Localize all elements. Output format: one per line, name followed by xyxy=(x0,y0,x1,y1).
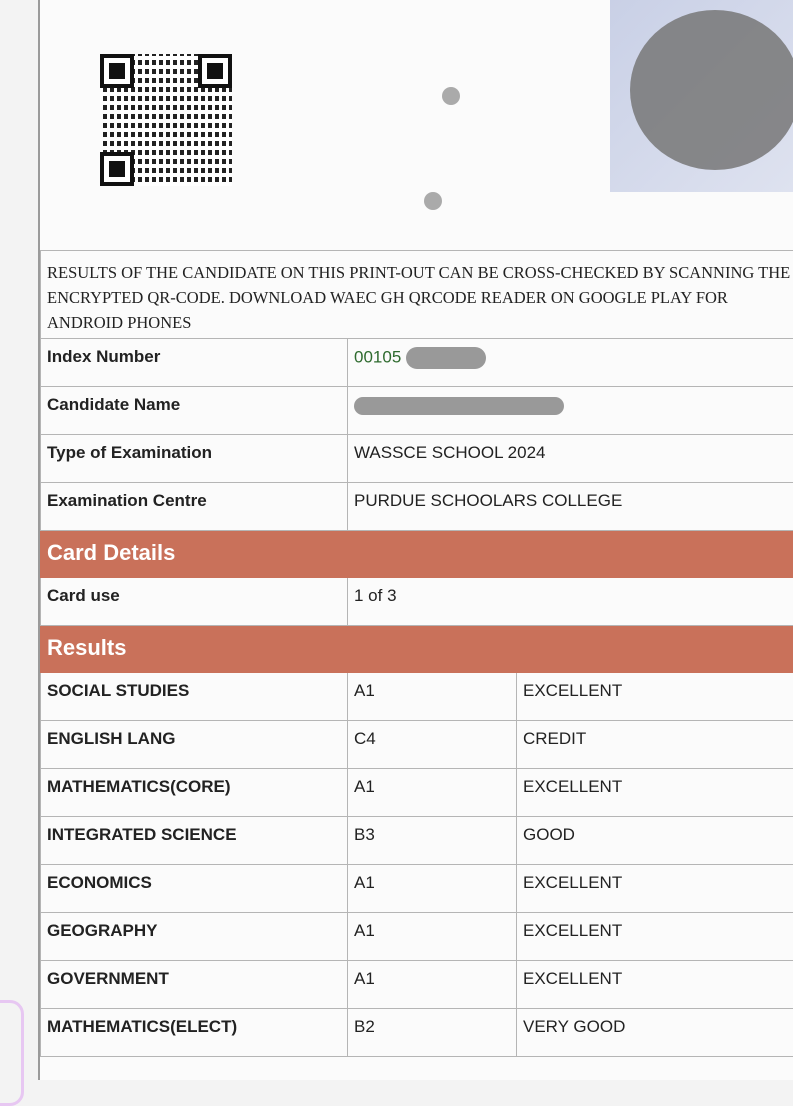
result-slip xyxy=(38,0,793,1080)
grade: B3 xyxy=(348,817,517,865)
subject: GEOGRAPHY xyxy=(41,913,348,961)
result-row xyxy=(41,913,793,961)
remark: GOOD xyxy=(517,817,793,865)
result-row xyxy=(41,769,793,817)
photo-redaction xyxy=(630,10,793,170)
section-card-details: Card Details xyxy=(41,531,793,578)
grade: A1 xyxy=(348,865,517,913)
qr-notice: RESULTS OF THE CANDIDATE ON THIS PRINT-OUT CAN BE CROSS-CHECKED BY SCANNING THE ENCRYPTED QR-CODE. DOWNLOAD WAEC GH QRCODE READER ON GOOGLE PLAY FOR ANDROID PHONES xyxy=(41,251,793,339)
info-row: Index Number 00105 xyxy=(41,339,793,387)
info-row: Candidate Name xyxy=(41,387,793,435)
result-row xyxy=(41,673,793,721)
info-row: Type of Examination WASSCE SCHOOL 2024 xyxy=(41,435,793,483)
result-row xyxy=(41,1009,793,1057)
result-row xyxy=(41,817,793,865)
remark: EXCELLENT xyxy=(517,673,793,721)
result-row xyxy=(41,961,793,1009)
grade: A1 xyxy=(348,961,517,1009)
redaction xyxy=(406,347,486,369)
grade: A1 xyxy=(348,673,517,721)
overlay-outline xyxy=(0,1000,24,1106)
qr-code xyxy=(100,54,232,186)
info-row: Examination Centre PURDUE SCHOOLARS COLLEGE xyxy=(41,483,793,531)
result-row xyxy=(41,865,793,913)
subject: MATHEMATICS(ELECT) xyxy=(41,1009,348,1057)
remark: VERY GOOD xyxy=(517,1009,793,1057)
grade: C4 xyxy=(348,721,517,769)
index-number: 00105 xyxy=(354,347,401,366)
redaction-dot xyxy=(424,192,442,210)
subject: GOVERNMENT xyxy=(41,961,348,1009)
grade: A1 xyxy=(348,769,517,817)
candidate-photo xyxy=(610,0,793,192)
subject: SOCIAL STUDIES xyxy=(41,673,348,721)
remark: EXCELLENT xyxy=(517,961,793,1009)
section-results: Results xyxy=(41,626,793,673)
remark: EXCELLENT xyxy=(517,769,793,817)
subject: ECONOMICS xyxy=(41,865,348,913)
name-redaction xyxy=(354,397,564,415)
remark: CREDIT xyxy=(517,721,793,769)
grade: B2 xyxy=(348,1009,517,1057)
info-row: Card use 1 of 3 xyxy=(41,578,793,626)
redaction-dot xyxy=(442,87,460,105)
remark: EXCELLENT xyxy=(517,913,793,961)
remark: EXCELLENT xyxy=(517,865,793,913)
results-table xyxy=(40,250,793,1057)
subject: MATHEMATICS(CORE) xyxy=(41,769,348,817)
grade: A1 xyxy=(348,913,517,961)
subject: ENGLISH LANG xyxy=(41,721,348,769)
subject: INTEGRATED SCIENCE xyxy=(41,817,348,865)
result-row xyxy=(41,721,793,769)
